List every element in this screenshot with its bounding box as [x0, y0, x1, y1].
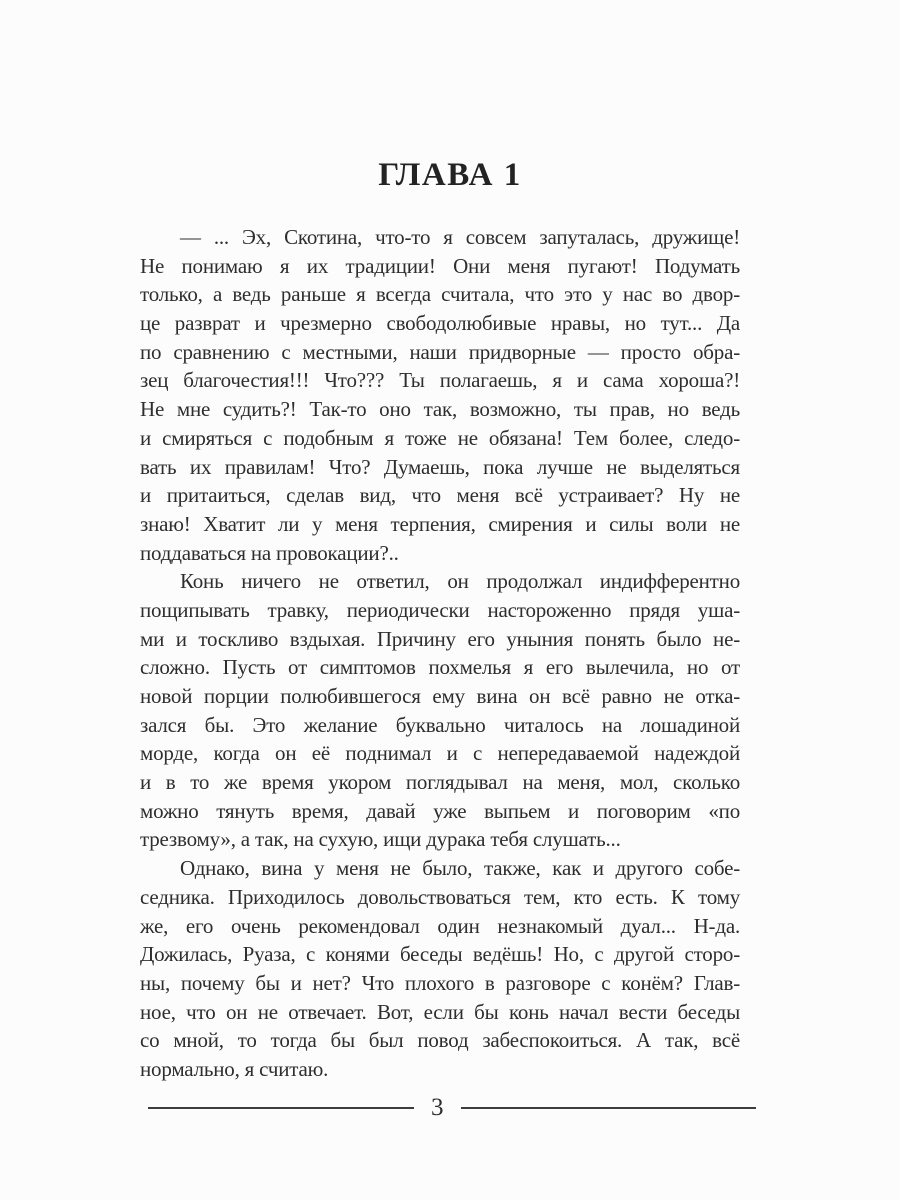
text-line: Не понимаю я их традиции! Они меня пугают! Подумать	[140, 253, 740, 278]
text-line: можно тянуть время, давай уже выпьем и поговорим «по	[140, 798, 740, 823]
page-number: 3	[431, 1094, 444, 1121]
text-line: ми и тоскливо вздыхая. Причину его уныния понять было не-	[140, 626, 740, 651]
text-line: со мной, то тогда бы был повод забеспокоиться. А так, всё	[140, 1028, 740, 1053]
text-line: и смиряться с подобным я тоже не обязана! Тем более, следо-	[140, 425, 740, 450]
text-line: Не мне судить?! Так-то оно так, возможно, ты прав, но ведь	[140, 397, 740, 422]
text-line: же, его очень рекомендовал один незнакомый дуал... Н-да.	[140, 913, 740, 938]
text-line: и в то же время укором поглядывал на меня, мол, сколько	[140, 770, 740, 795]
text-line: по сравнению с местными, наши придворные — просто обра-	[140, 339, 740, 364]
text-line: знаю! Хватит ли у меня терпения, смирения и силы воли не	[140, 511, 740, 536]
text-line: Конь ничего не ответил, он продолжал индифферентно	[180, 569, 740, 594]
text-line: ное, что он не отвечает. Вот, если бы конь начал вести беседы	[140, 999, 740, 1024]
paragraph	[140, 854, 740, 1084]
text-line: и притаиться, сделав вид, что меня всё устраивает? Ну не	[140, 483, 740, 508]
text-line: морде, когда он её поднимал и с непередаваемой надеждой	[140, 741, 740, 766]
footer-rule-left	[148, 1107, 414, 1109]
text-line: це разврат и чрезмерно свободолюбивые нравы, но тут... Да	[140, 311, 740, 336]
text-body	[140, 223, 740, 1084]
page-footer	[148, 1094, 756, 1122]
text-line: трезвому», а так, на сухую, ищи дурака тебя слушать...	[140, 827, 621, 852]
paragraph	[140, 223, 740, 567]
text-line: — ... Эх, Скотина, что-то я совсем запуталась, дружище!	[180, 225, 740, 249]
text-line: ны, почему бы и нет? Что плохого в разговоре с конём? Глав-	[140, 970, 740, 995]
text-line: зался бы. Это желание буквально читалось на лошадиной	[140, 712, 740, 737]
text-line: Однако, вина у меня не было, также, как и другого собе-	[180, 856, 740, 881]
text-line: Дожилась, Руаза, с конями беседы ведёшь! Но, с другой сторо-	[140, 942, 740, 967]
text-line: нормально, я считаю.	[140, 1056, 329, 1081]
text-line: седника. Приходилось довольствоваться тем, кто есть. К тому	[140, 884, 740, 909]
chapter-title: ГЛАВА 1	[378, 157, 522, 193]
text-line: новой порции полюбившегося ему вина он всё равно не отка-	[140, 684, 740, 708]
text-line: вать их правилам! Что? Думаешь, пока лучше не выделяться	[140, 454, 740, 479]
text-line: поддаваться на провокации?..	[140, 540, 399, 565]
text-line: только, а ведь раньше я всегда считала, что это у нас во двор-	[140, 282, 740, 307]
text-line: зец благочестия!!! Что??? Ты полагаешь, я и сама хороша?!	[140, 368, 740, 393]
text-line: пощипывать травку, периодически настороженно прядя уша-	[140, 597, 740, 622]
text-line: сложно. Пусть от симптомов похмелья я его вылечила, но от	[140, 655, 740, 680]
footer-rule-right	[461, 1107, 757, 1109]
paragraph	[140, 567, 740, 854]
